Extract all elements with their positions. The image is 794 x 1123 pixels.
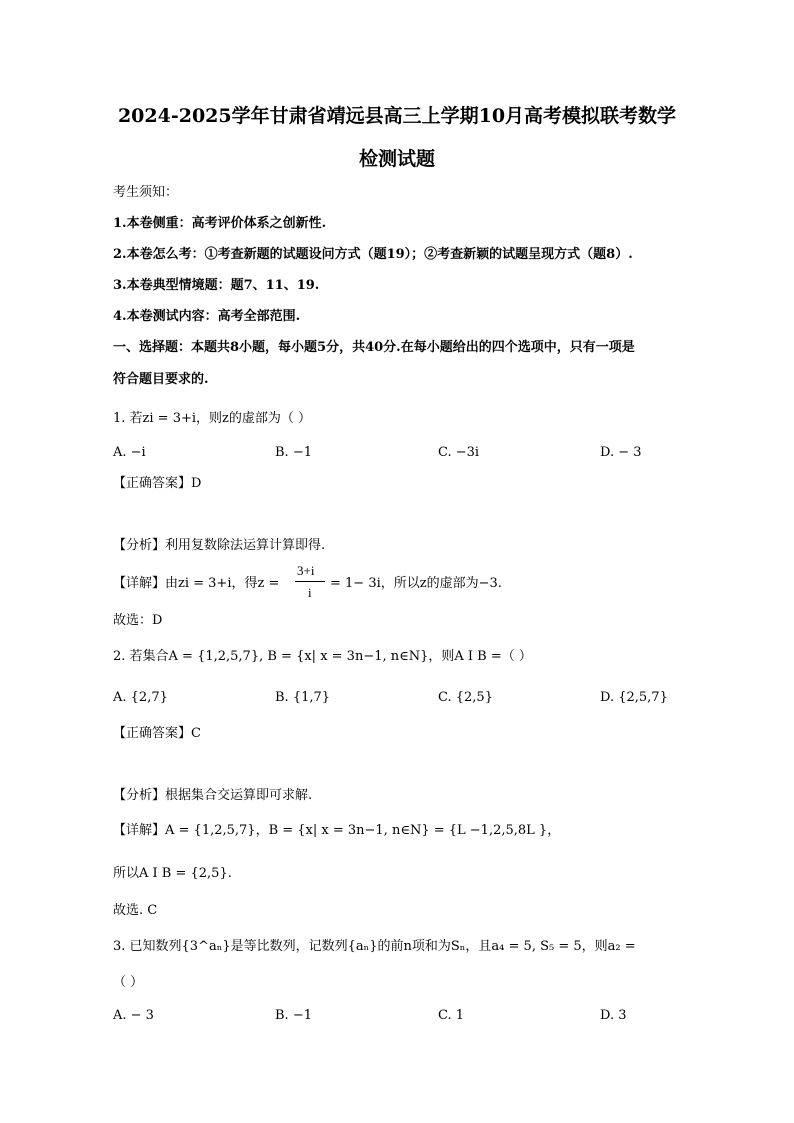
- q2-option-a: A. {2,7}: [113, 690, 168, 705]
- q1-answer: 【正确答案】D: [113, 476, 202, 491]
- q1-detail-rest: = 1− 3i，所以z的虚部为−3.: [330, 576, 502, 591]
- q1-fraction-numerator: 3+i: [297, 563, 315, 578]
- q2-option-c: C. {2,5}: [438, 690, 493, 705]
- q1-option-c: C. −3i: [438, 445, 480, 460]
- q3-option-a: A. − 3: [113, 1008, 154, 1023]
- q2-option-d: D. {2,5,7}: [600, 690, 668, 705]
- q2-stem: 2. 若集合A = {1,2,5,7}, B = {x| x = 3n−1, n∈N}，则A I B =（ ）: [113, 649, 532, 664]
- q3-stem: 3. 已知数列{3^aₙ}是等比数列，记数列{aₙ}的前n项和为Sₙ，且a₄ = 5, S₅ = 5，则a₂ =: [113, 939, 636, 954]
- document-title-line2: 检测试题: [358, 148, 435, 170]
- q1-option-d: D. − 3: [600, 445, 642, 460]
- q1-fraction-denominator: i: [308, 585, 312, 600]
- q2-detail: 【详解】A = {1,2,5,7}，B = {x| x = 3n−1, n∈N} = {L −1,2,5,8L }，: [113, 823, 561, 838]
- q2-analysis: 【分析】根据集合交运算即可求解.: [113, 788, 313, 803]
- q2-answer: 【正确答案】C: [113, 726, 201, 741]
- q3-option-b: B. −1: [275, 1008, 312, 1023]
- section-heading-line1: 一、选择题：本题共8小题，每小题5分，共40分.在每小题给出的四个选项中，只有一项是: [113, 340, 635, 355]
- q1-analysis: 【分析】利用复数除法运算计算即得.: [113, 538, 326, 553]
- q1-stem: 1. 若zi = 3+i，则z的虚部为（ ）: [113, 411, 312, 426]
- q1-option-a: A. −i: [113, 445, 146, 460]
- q2-option-b: B. {1,7}: [275, 690, 331, 705]
- document-title-line1: 2024-2025学年甘肃省靖远县高三上学期10月高考模拟联考数学: [117, 105, 677, 127]
- q1-detail-lead: 【详解】由zi = 3+i，得z =: [113, 576, 280, 591]
- notice-item-1: 1.本卷侧重：高考评价体系之创新性.: [113, 216, 327, 231]
- section-heading-line2: 符合题目要求的.: [113, 372, 209, 387]
- q2-choose: 故选. C: [113, 903, 158, 918]
- notice-heading: 考生须知：: [113, 185, 179, 200]
- q1-choose: 故选：D: [113, 613, 163, 628]
- notice-item-3: 3.本卷典型情境题：题7、11、19.: [113, 278, 320, 293]
- q3-option-c: C. 1: [438, 1008, 465, 1023]
- notice-item-4: 4.本卷测试内容：高考全部范围.: [113, 309, 301, 324]
- q3-answer-paren: （ ）: [113, 975, 144, 990]
- q1-option-b: B. −1: [275, 445, 312, 460]
- q2-conclusion: 所以A I B = {2,5}.: [113, 866, 232, 881]
- q1-fraction-bar: [295, 581, 325, 582]
- notice-item-2: 2.本卷怎么考：①考查新题的试题设问方式（题19）；②考查新颖的试题呈现方式（题8）.: [113, 247, 633, 262]
- q3-option-d: D. 3: [600, 1008, 627, 1023]
